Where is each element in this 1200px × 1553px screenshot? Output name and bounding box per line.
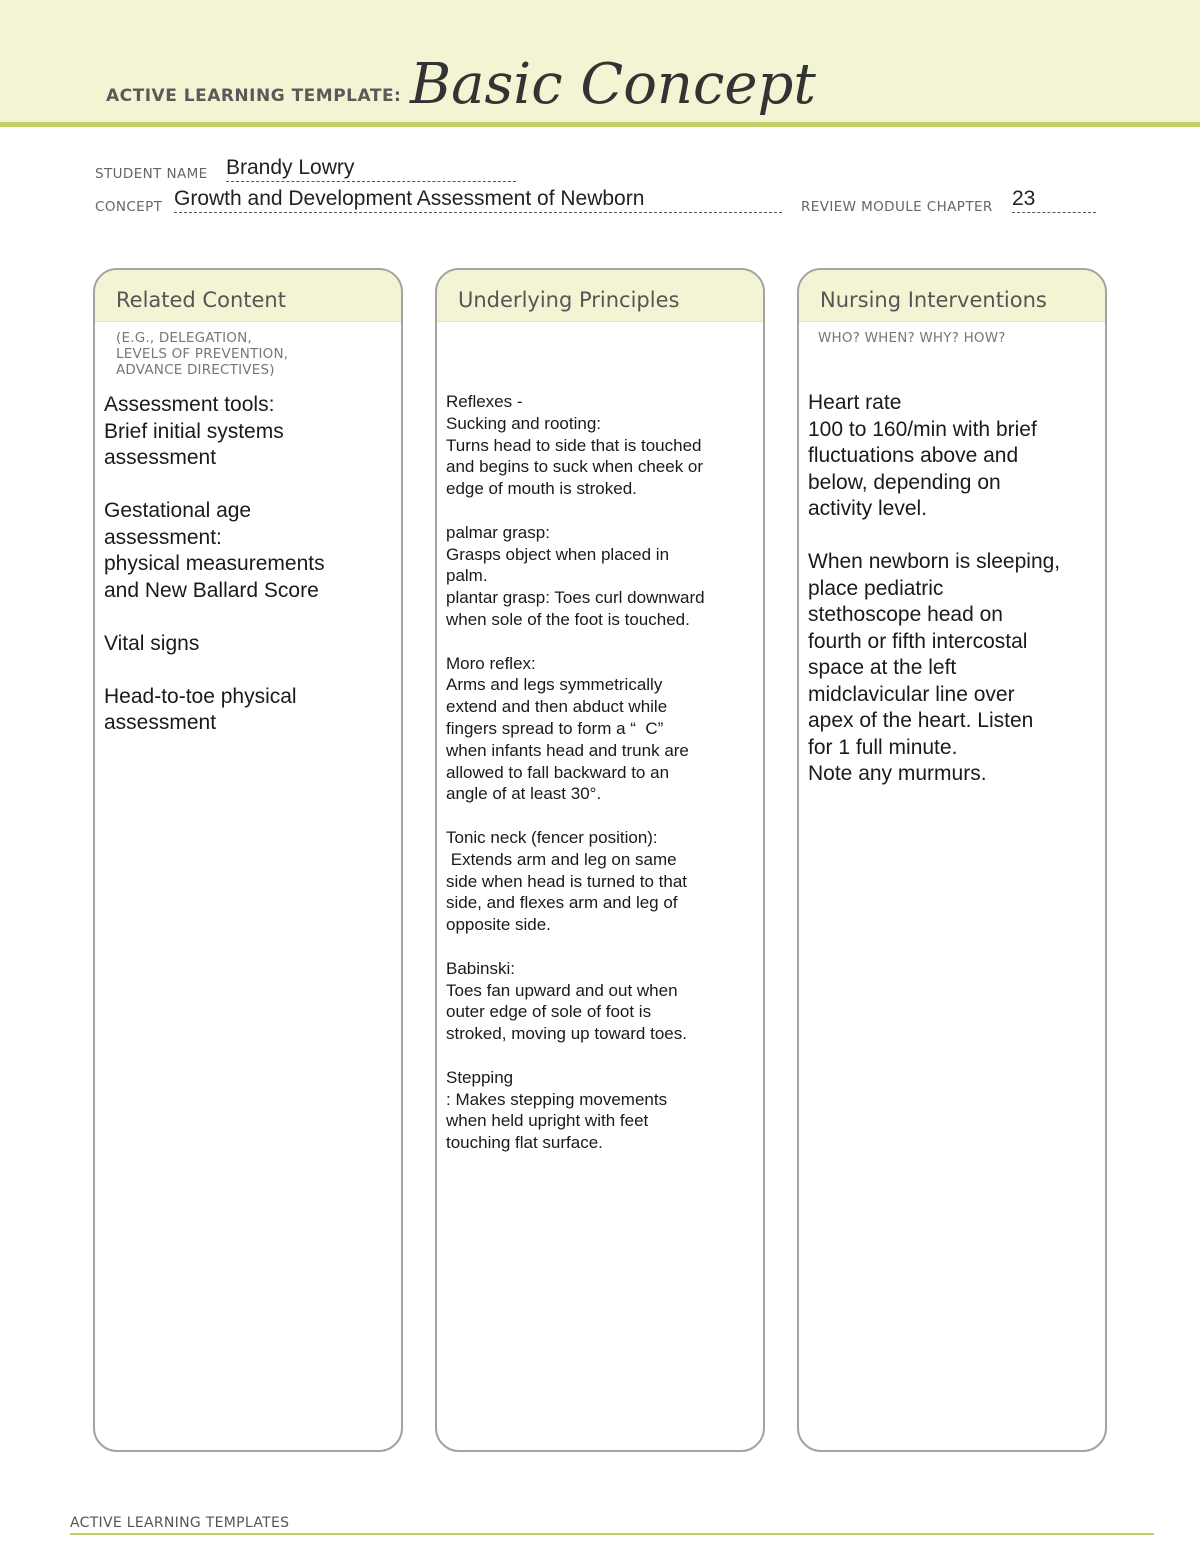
nursing-interventions-body[interactable]: Heart rate 100 to 160/min with brief fluctuations above and below, depending on activity level. When newborn is sleeping, place pediatric stethoscope head on fourth or fifth intercostal space at the left midclavicular line over apex of the heart. Listen for 1 full minute. Note any murmurs. — [808, 391, 1061, 785]
template-label: ACTIVE LEARNING TEMPLATE: — [106, 86, 402, 106]
underlying-principles-title: Underlying Principles — [458, 288, 680, 312]
related-content-header — [95, 270, 401, 322]
nursing-interventions-header — [799, 270, 1105, 322]
nursing-interventions-subtitle: WHO? WHEN? WHY? HOW? — [818, 330, 1006, 346]
related-content-title: Related Content — [116, 288, 286, 312]
student-name-field[interactable]: Brandy Lowry — [226, 156, 516, 182]
concept-field[interactable]: Growth and Development Assessment of Newborn — [174, 187, 782, 213]
header-divider — [0, 122, 1200, 127]
concept-label: CONCEPT — [95, 199, 163, 215]
related-content-card — [93, 268, 403, 1452]
footer-label: ACTIVE LEARNING TEMPLATES — [70, 1515, 290, 1531]
underlying-principles-body[interactable]: Reflexes - Sucking and rooting: Turns head to side that is touched and begins to suck when cheek or edge of mouth is stroked. palmar grasp: Grasps object when placed in palm. plantar grasp: Toes curl downward when sole of the foot is touched. Moro reflex: Arms and legs symmetrically extend and then abduct while fingers spread to form a “ C” when infants head and trunk are allowed to fall backward to an angle of at least 30°. Tonic neck (fencer position): Extends arm and leg on same side when head is turned to that side, and flexes arm and leg of opposite side. Babinski: Toes fan upward and out when outer edge of sole of foot is stroked, moving up toward toes. Stepping : Makes stepping movements when held upright with feet touching flat surface. — [446, 392, 705, 1153]
underlying-principles-card — [435, 268, 765, 1452]
student-name-label: STUDENT NAME — [95, 166, 208, 182]
review-module-field[interactable]: 23 — [1012, 187, 1096, 213]
nursing-interventions-card — [797, 268, 1107, 1452]
footer-divider — [70, 1533, 1154, 1535]
related-content-subtitle: (E.G., DELEGATION, LEVELS OF PREVENTION, ADVANCE DIRECTIVES) — [116, 330, 289, 378]
template-title: Basic Concept — [410, 52, 816, 117]
nursing-interventions-title: Nursing Interventions — [820, 288, 1047, 312]
related-content-body[interactable]: Assessment tools: Brief initial systems assessment Gestational age assessment: physical measurements and New Ballard Score Vital signs Head-to-toe physical assessment — [104, 393, 325, 734]
review-module-label: REVIEW MODULE CHAPTER — [801, 199, 993, 215]
underlying-principles-header — [437, 270, 763, 322]
